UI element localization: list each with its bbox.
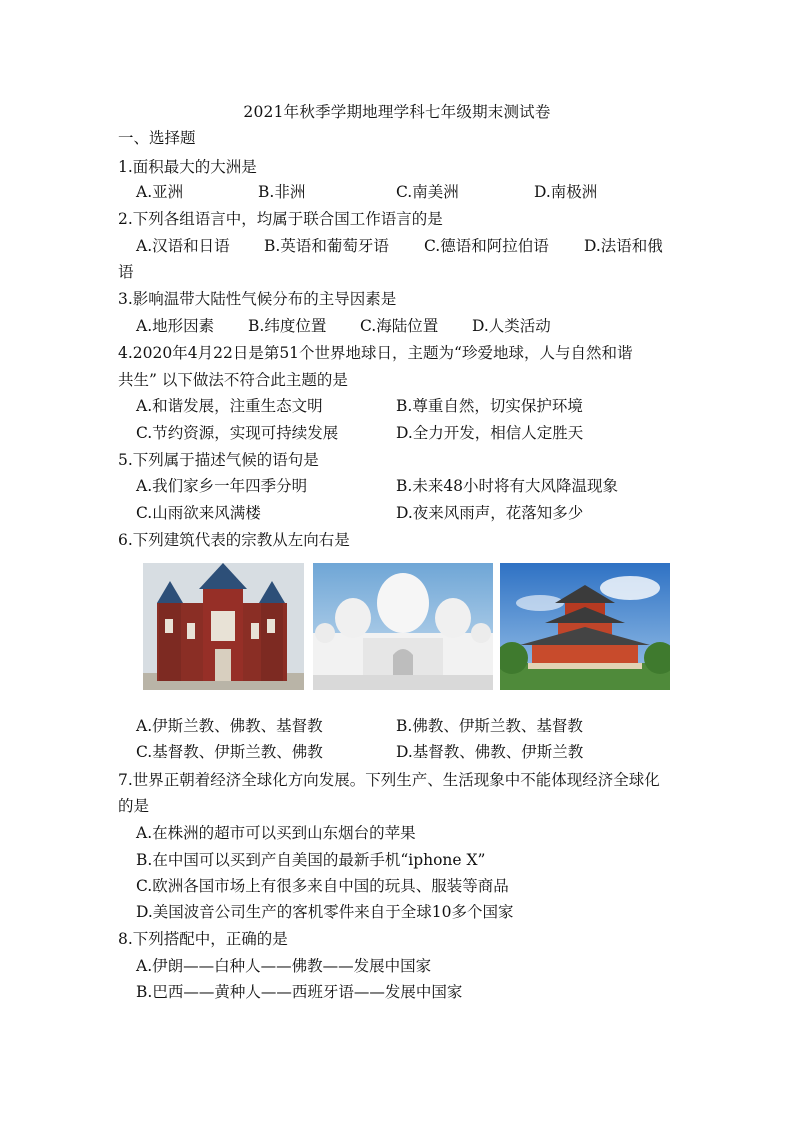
q4-option-a: A.和谐发展，注重生态文明	[136, 397, 323, 415]
q4-option-d: D.全力开发，相信人定胜天	[396, 424, 584, 442]
q4-stem-line1: 4.2020年4月22日是第51个世界地球日，主题为“珍爱地球，人与自然和谐	[118, 344, 633, 362]
q5-stem: 5.下列属于描述气候的语句是	[118, 451, 319, 469]
q3-option-d: D.人类活动	[472, 317, 551, 335]
q6-stem: 6.下列建筑代表的宗教从左向右是	[118, 531, 350, 549]
section-heading: 一、选择题	[118, 129, 196, 147]
q8-option-a: A.伊朗——白种人——佛教——发展中国家	[136, 957, 432, 975]
q2-option-d-continued: 语	[118, 263, 134, 281]
q6-option-c: C.基督教、伊斯兰教、佛教	[136, 743, 323, 761]
mosque-photo	[313, 563, 493, 690]
q5-option-a: A.我们家乡一年四季分明	[136, 477, 308, 495]
q7-stem-line1: 7.世界正朝着经济全球化方向发展。下列生产、生活现象中不能体现经济全球化	[118, 771, 660, 789]
q3-stem: 3.影响温带大陆性气候分布的主导因素是	[118, 290, 397, 308]
q1-option-d: D.南极洲	[534, 183, 598, 201]
q3-option-c: C.海陆位置	[360, 317, 439, 335]
q5-option-b: B.未来48小时将有大风降温现象	[396, 477, 619, 495]
q4-option-b: B.尊重自然，切实保护环境	[396, 397, 583, 415]
q7-option-c: C.欧洲各国市场上有很多来自中国的玩具、服装等商品	[136, 877, 509, 895]
temple-photo	[500, 563, 670, 690]
q2-option-d: D.法语和俄	[584, 237, 663, 255]
q2-option-c: C.德语和阿拉伯语	[424, 237, 549, 255]
q2-option-b: B.英语和葡萄牙语	[264, 237, 389, 255]
q5-option-d: D.夜来风雨声，花落知多少	[396, 504, 584, 522]
q7-option-d: D.美国波音公司生产的客机零件来自于全球10多个国家	[136, 903, 514, 921]
q6-option-a: A.伊斯兰教、佛教、基督教	[136, 717, 323, 735]
q3-option-a: A.地形因素	[136, 317, 215, 335]
q2-stem: 2.下列各组语言中，均属于联合国工作语言的是	[118, 210, 443, 228]
q1-option-c: C.南美洲	[396, 183, 459, 201]
q1-option-b: B.非洲	[258, 183, 306, 201]
q2-option-a: A.汉语和日语	[136, 237, 230, 255]
q1-option-a: A.亚洲	[136, 183, 184, 201]
q8-option-b: B.巴西——黄种人——西班牙语——发展中国家	[136, 983, 463, 1001]
q1-stem: 1.面积最大的大洲是	[118, 158, 257, 176]
q7-option-a: A.在株洲的超市可以买到山东烟台的苹果	[136, 824, 416, 842]
q6-option-b: B.佛教、伊斯兰教、基督教	[396, 717, 583, 735]
q5-option-c: C.山雨欲来风满楼	[136, 504, 261, 522]
q7-option-b: B.在中国可以买到产自美国的最新手机“iphone X”	[136, 851, 486, 869]
q8-stem: 8.下列搭配中，正确的是	[118, 930, 288, 948]
q4-stem-line2: 共生” 以下做法不符合此主题的是	[118, 371, 348, 389]
q4-option-c: C.节约资源，实现可持续发展	[136, 424, 339, 442]
q6-option-d: D.基督教、佛教、伊斯兰教	[396, 743, 584, 761]
q3-option-b: B.纬度位置	[248, 317, 327, 335]
exam-title: 2021年秋季学期地理学科七年级期末测试卷	[243, 103, 551, 121]
q7-stem-line2: 的是	[118, 797, 150, 815]
church-photo	[143, 563, 304, 690]
